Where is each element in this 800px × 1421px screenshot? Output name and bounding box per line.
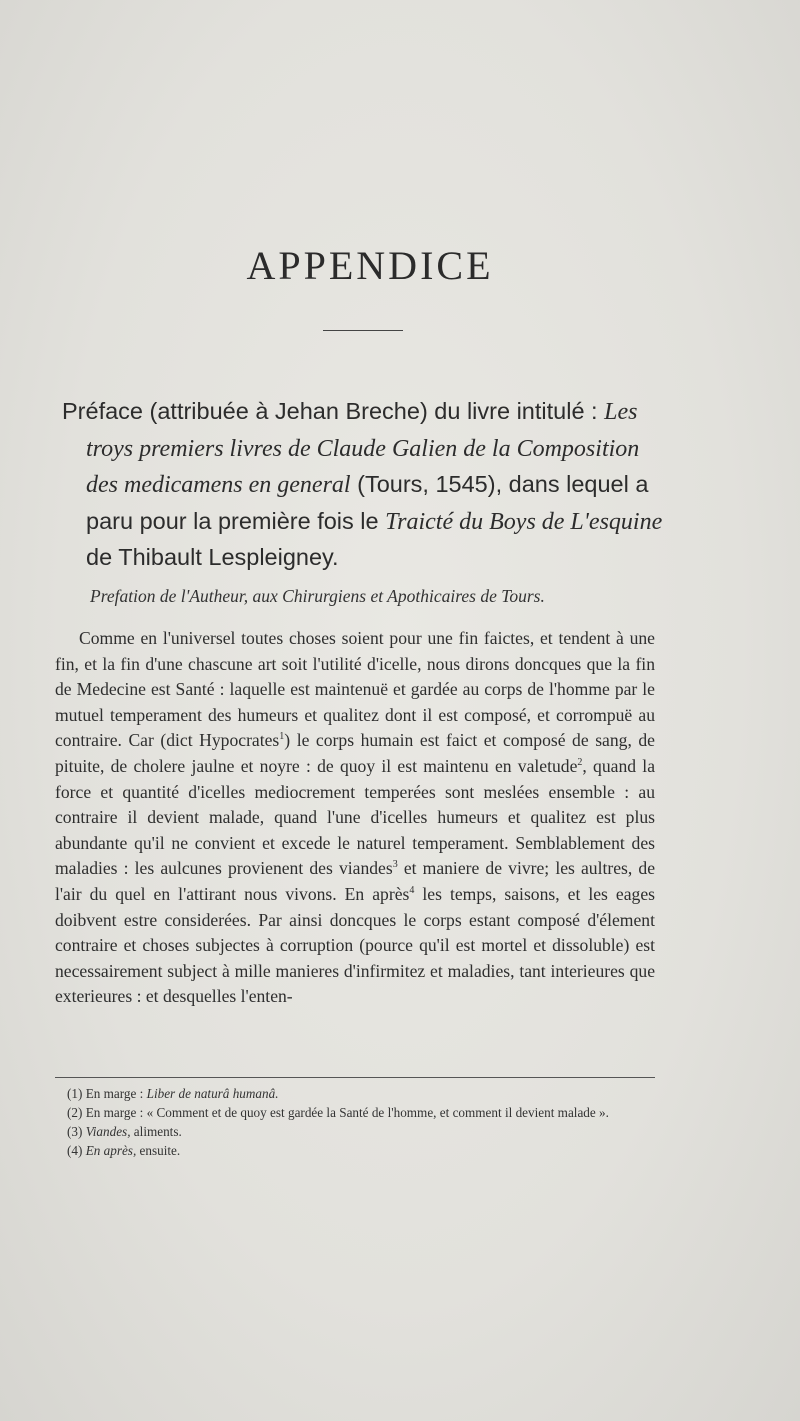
footnote-3: [55, 1122, 655, 1141]
body-segment-3: , quand la force et quantité d'icelles mediocrement temperées sont meslées ensemble : au contraire il devient malade, quand l'une d'icelles humeurs et qualitez est plus abundante qu'il ne convient et excede le naturel temperament. Semblablement des maladies : les aulcunes provienent des viandes: [55, 755, 655, 879]
footnote-1: [55, 1084, 655, 1103]
footnote-2: [55, 1103, 655, 1122]
section-subheading: Prefation de l'Autheur, aux Chirurgiens et Apothicaires de Tours.: [90, 586, 545, 606]
body-paragraph: [55, 626, 655, 1010]
footnote-number: (2): [67, 1105, 83, 1120]
book-title: Les troys premiers livres de Claude Galien de la Composition des medicamens en general: [86, 399, 640, 498]
body-segment-5: les temps, saisons, et les eages doibvent estre considerées. Par ainsi doncques le corps estant composé d'élement contraire et choses subjectes à corruption (pource qu'il est mortel et dissoluble) est necessairement subject à mille manieres d'infirmitez et maladies, tant interieures que exterieures : et desquelles l'enten-: [55, 883, 655, 1007]
footnote-italic: En après,: [85, 1143, 137, 1158]
footnote-ref-2: 2: [577, 757, 583, 769]
page-title: APPENDICE: [246, 243, 494, 288]
footnote-text: En marge : « Comment et de quoy est gardée la Santé de l'homme, et comment il devient malade ».: [85, 1105, 609, 1120]
body-segment-2: ) le corps humain est faict et composé de sang, de pituite, de cholere jaulne et noyre : de quoy il est maintenu en valetude: [55, 730, 655, 776]
preface-description: [62, 394, 674, 576]
title-divider: [323, 330, 403, 331]
footnote-italic: Viandes,: [85, 1124, 131, 1139]
footnote-ref-3: 3: [392, 859, 398, 871]
preface-paragraph: [62, 394, 674, 576]
footnote-text: aliments.: [130, 1124, 182, 1139]
body-segment-4: et maniere de vivre; les aultres, de l'air du quel en l'attirant nous vivons. En après: [55, 858, 656, 904]
footnote-number: (1): [67, 1086, 83, 1101]
footnote-italic: Liber de naturâ humanâ.: [146, 1086, 279, 1101]
preface-tail: de Thibault Lespleigney.: [86, 544, 339, 570]
preface-lead: Préface (attribuée à Jehan Breche) du livre intitulé :: [62, 398, 605, 424]
footnote-4: [55, 1141, 655, 1160]
footnote-number: (4): [67, 1143, 83, 1158]
treatise-title: Traicté du Boys de L'esquine: [385, 508, 663, 535]
footnote-number: (3): [67, 1124, 83, 1139]
body-segment-1: Comme en l'universel toutes choses soient pour une fin faictes, et tendent à une fin, et la fin d'une chascune art soit l'utilité d'icelle, nous dirons doncques que la fin de Medecine est Santé : laquelle est maintenuë et gardée au corps de l'homme par le mutuel temperament des humeurs et qualitez dont il est composé, et corrompuë au contraire. Car (dict Hypocrates: [55, 628, 655, 751]
preface-mid: (Tours, 1545), dans lequel a paru pour la première fois le: [86, 471, 649, 534]
footnote-text: ensuite.: [136, 1143, 181, 1158]
footnote-ref-4: 4: [409, 885, 415, 897]
footnotes: [55, 1084, 655, 1160]
footnote-text: En marge :: [85, 1086, 147, 1101]
footnote-ref-1: 1: [279, 731, 285, 743]
footnote-divider: [55, 1077, 655, 1078]
body-text: [55, 626, 655, 1010]
